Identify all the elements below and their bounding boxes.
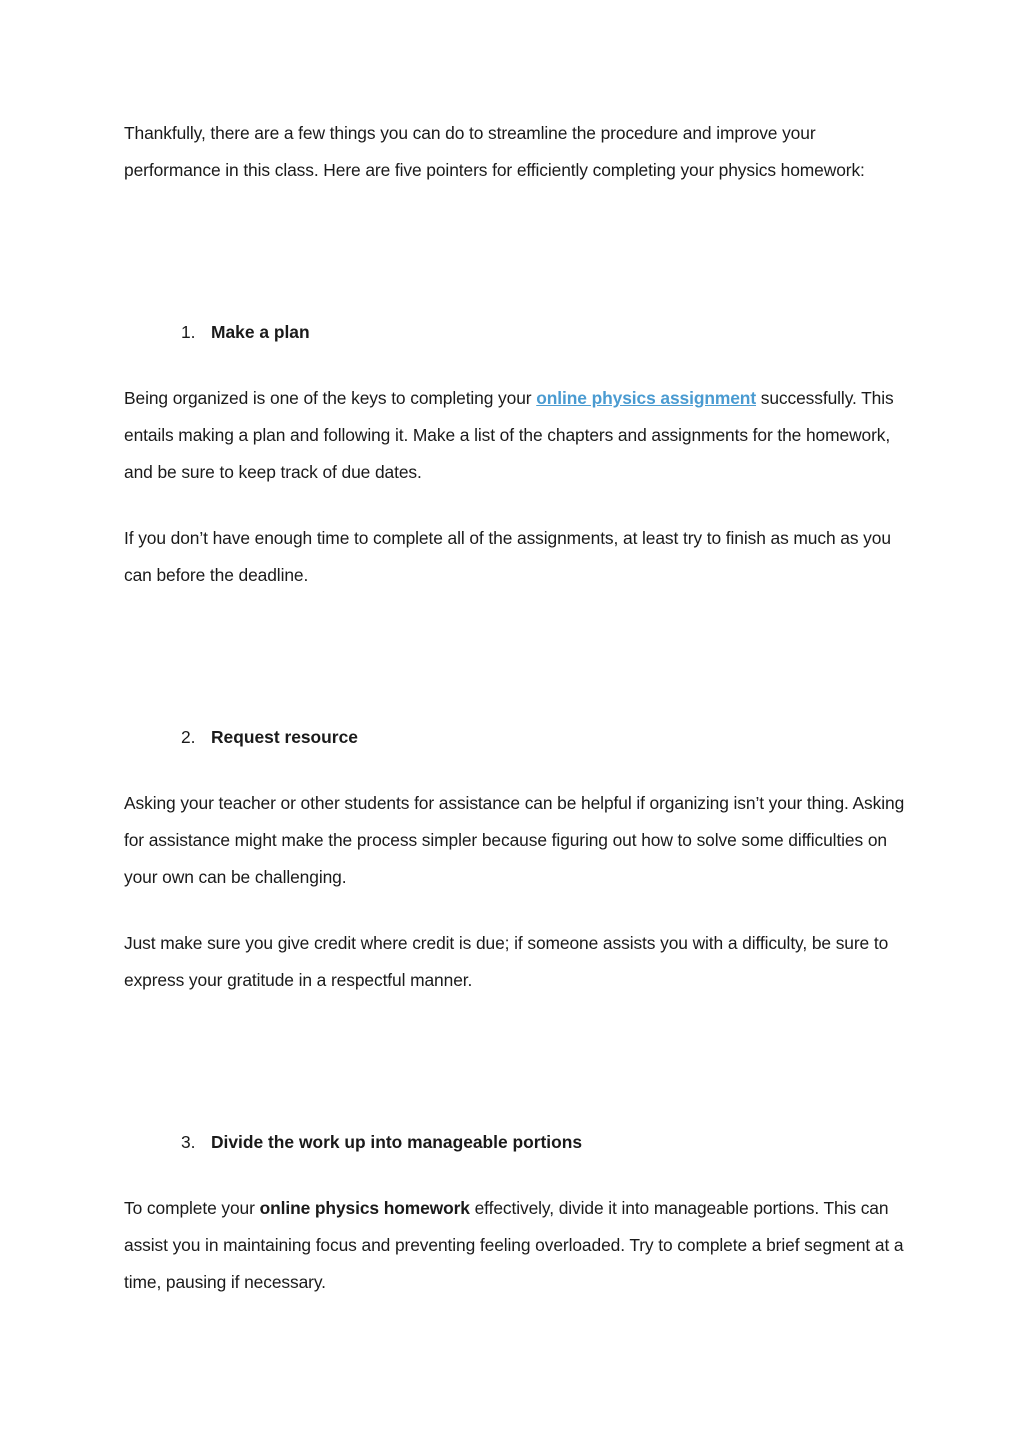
document-page (124, 115, 914, 1301)
section-number: 1. (181, 322, 196, 342)
section-2-paragraph-1: Asking your teacher or other students for assistance can be helpful if organizing isn’t your thing. Asking for assistance might make the process simpler because figuring out how to solve some difficulties on your own can be challenging. (124, 793, 905, 887)
section-1-paragraph-1 (124, 380, 914, 491)
intro-paragraph: Thankfully, there are a few things you can do to streamline the procedure and improve your performance in this class. Here are five pointers for efficiently completing your physics homework: (124, 123, 865, 180)
section-title: Divide the work up into manageable portions (211, 1132, 583, 1152)
online-physics-homework-emphasis: online physics homework (259, 1198, 470, 1218)
section-1-paragraph-2: If you don’t have enough time to complete all of the assignments, at least try to finish as much as you can before the deadline. (124, 528, 891, 585)
text-run: successfully. This entails making a plan and following it. Make a list of the chapters and assignments for the homework, and be sure to keep track of due dates. (124, 388, 894, 482)
section-heading-request-resource (124, 719, 914, 756)
section-number: 2. (181, 727, 196, 747)
section-heading-divide-the-work (124, 1124, 914, 1161)
section-heading-make-a-plan (124, 314, 914, 351)
section-3-paragraph-1 (124, 1190, 914, 1301)
section-number: 3. (181, 1132, 196, 1152)
section-2-paragraph-2: Just make sure you give credit where credit is due; if someone assists you with a difficulty, be sure to express your gratitude in a respectful manner. (124, 933, 889, 990)
text-run: effectively, divide it into manageable portions. This can assist you in maintaining focus and preventing feeling overloaded. Try to complete a brief segment at a time, pausing if necessary. (124, 1198, 904, 1292)
text-run: Being organized is one of the keys to completing your (124, 388, 537, 408)
section-title: Make a plan (211, 322, 310, 342)
text-run: To complete your (124, 1198, 260, 1218)
section-title: Request resource (211, 727, 358, 747)
online-physics-assignment-link[interactable]: online physics assignment (536, 388, 757, 408)
